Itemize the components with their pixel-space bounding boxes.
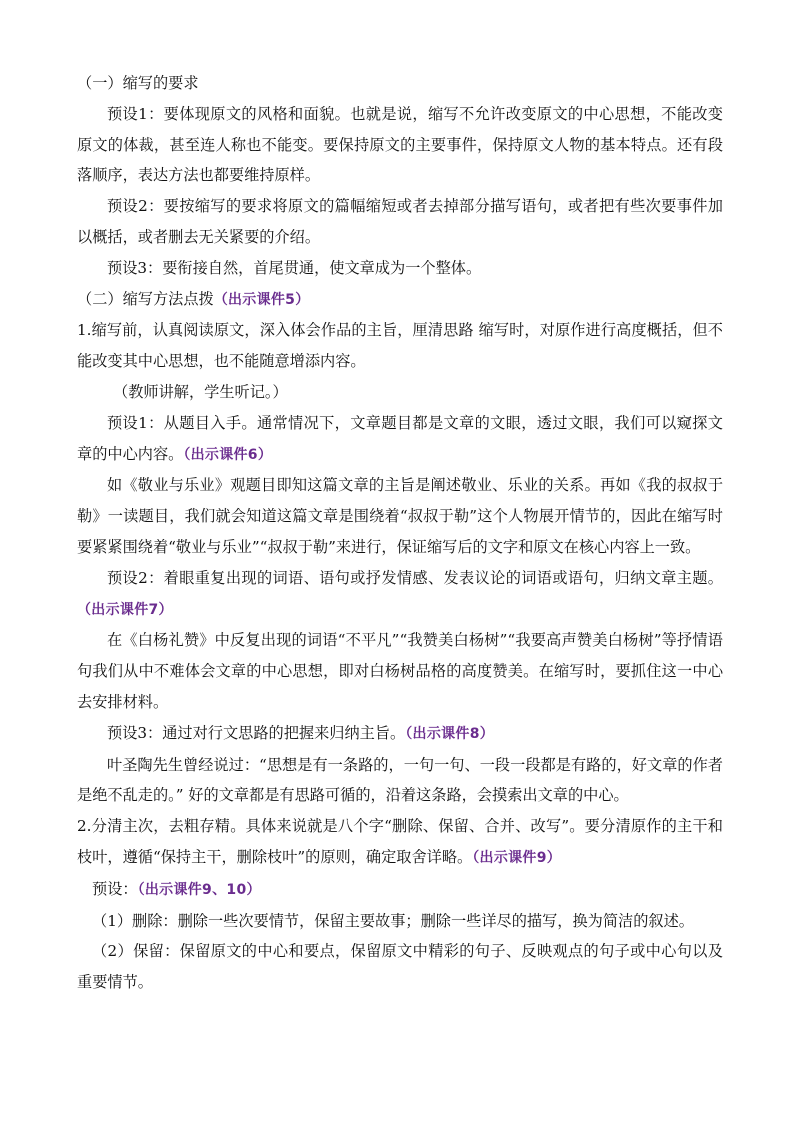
paragraph-ye-shengtao-quote: [77, 750, 723, 812]
paragraph-teacher-note: [77, 377, 723, 408]
paragraph-method-2: [77, 811, 723, 874]
courseware-cue: （出示课件8）: [405, 725, 495, 742]
paragraph-retain: [77, 936, 723, 998]
paragraph-text: 如《敬业与乐业》观题目即知这篇文章的主旨是阐述敬业、乐业的关系。再如《我的叔叔于勒》一读题目，我们就会知道这篇文章是围绕着“叔叔于勒”这个人物展开情节的，因此在缩写时要紧紧围绕着“敬业与乐业”“叔叔于勒”来进行，保证缩写后的文字和原文在核心内容上一致。: [77, 476, 723, 556]
paragraph-method-preset-2: [77, 563, 723, 626]
paragraph-text: 预设3：通过对行文思路的把握来归纳主旨。: [107, 723, 406, 742]
paragraph-text: 在《白杨礼赞》中反复出现的词语“不平凡”“我赞美白杨树”“我要高声赞美白杨树”等抒情语句我们从中不难体会文章的中心思想，即对白杨树品格的高度赞美。在缩写时，要抓住这一中心去安排材料。: [77, 631, 723, 711]
courseware-cue: （出示课件9）: [472, 849, 562, 866]
paragraph-preset-1: [77, 99, 723, 191]
paragraph-delete: [77, 906, 723, 937]
paragraph-text: （二）缩写方法点拨: [77, 289, 214, 308]
document-body: [77, 68, 723, 998]
paragraph-text: 预设1：要体现原文的风格和面貌。也就是说，缩写不允许改变原文的中心思想，不能改变原文的体裁，甚至连人称也不能变。要保持原文的主要事件，保持原文人物的基本特点。还有段落顺序，表达方法也都要维持原样。: [77, 104, 723, 185]
courseware-cue: （出示课件7）: [77, 601, 173, 618]
paragraph-text: 2.分清主次，去粗存精。具体来说就是八个字“删除、保留、合并、改写”。要分清原作的主干和枝叶，遵循“保持主干，删除枝叶”的原则，确定取舍详略。: [77, 817, 723, 866]
section-heading-methods: [77, 284, 723, 316]
paragraph-text: （2）保留：保留原文的中心和要点，保留原文中精彩的句子、反映观点的句子或中心句以及重要情节。: [77, 942, 723, 992]
paragraph-method-1: [77, 315, 723, 377]
paragraph-example-poplar: [77, 625, 723, 717]
paragraph-text: 叶圣陶先生曾经说过：“思想是有一条路的，一句一句、一段一段都是有路的，好文章的作者是绝不乱走的。” 好的文章都是有思路可循的，沿着这条路，会摸索出文章的中心。: [77, 755, 723, 805]
paragraph-preset-2: [77, 191, 723, 253]
paragraph-text: 预设1：从题目入手。通常情况下，文章题目都是文章的文眼，透过文眼，我们可以窥探文章的中心内容。: [77, 413, 723, 463]
paragraph-method-preset-3: [77, 718, 723, 750]
paragraph-text: 预设：: [92, 879, 138, 898]
courseware-cue: （出示课件5）: [213, 291, 310, 308]
paragraph-preset-label: [77, 874, 723, 906]
section-heading-requirements: [77, 68, 723, 99]
paragraph-text: 1.缩写前，认真阅读原文，深入体会作品的主旨，厘清思路 缩写时，对原作进行高度概括，但不能改变其中心思想，也不能随意增添内容。: [77, 321, 723, 371]
paragraph-preset-3: [77, 253, 723, 284]
courseware-cue: （出示课件9、10）: [137, 881, 261, 898]
paragraph-text: （1）删除：删除一些次要情节，保留主要故事；删除一些详尽的描写，换为简洁的叙述。: [92, 911, 694, 930]
paragraph-text: 预设2：着眼重复出现的词语、语句或抒发情感、发表议论的词语或语句，归纳文章主题。: [107, 568, 723, 587]
paragraph-text: 预设2：要按缩写的要求将原文的篇幅缩短或者去掉部分描写语句，或者把有些次要事件加以概括，或者删去无关紧要的介绍。: [77, 197, 723, 246]
courseware-cue: （出示课件6）: [183, 446, 273, 463]
paragraph-text: （教师讲解，学生听记。）: [113, 382, 288, 401]
paragraph-example-titles: [77, 470, 723, 562]
paragraph-text: 预设3：要衔接自然，首尾贯通，使文章成为一个整体。: [107, 258, 482, 277]
paragraph-method-preset-1: [77, 408, 723, 471]
paragraph-text: （一）缩写的要求: [77, 74, 199, 92]
